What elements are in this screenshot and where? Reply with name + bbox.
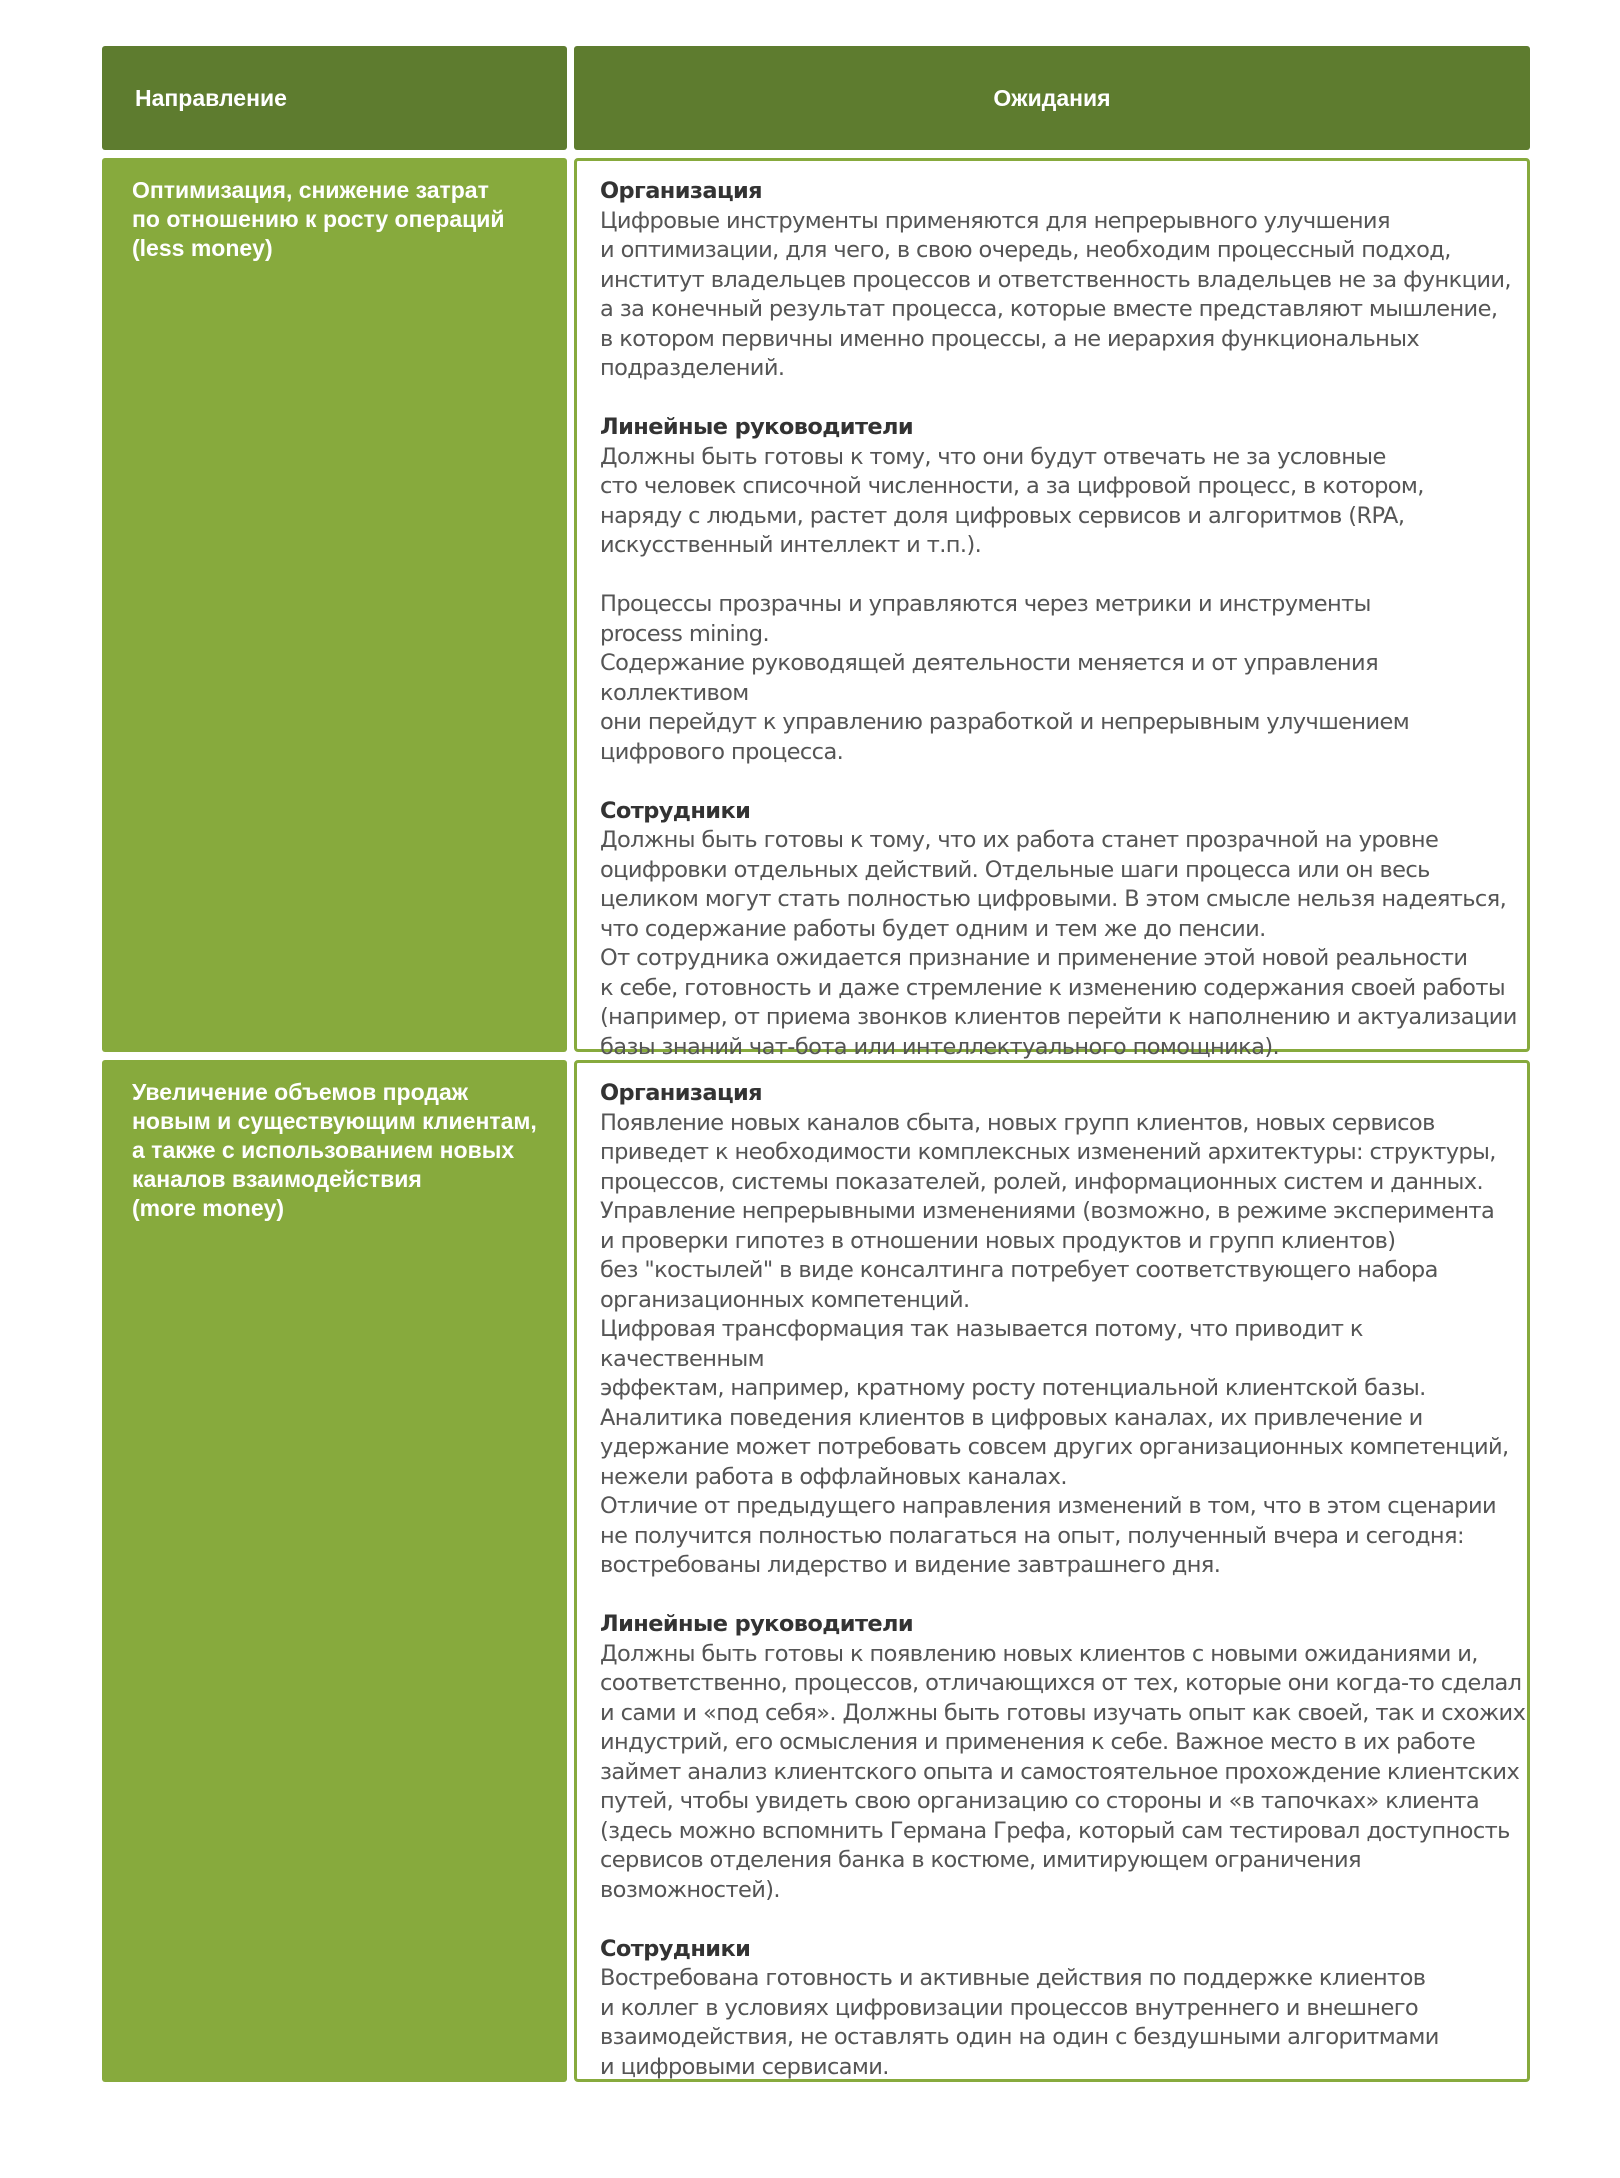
- direction-cell: Оптимизация, снижение затрат по отношению к росту операций (less money): [102, 158, 567, 1052]
- header-direction: Направление: [102, 46, 567, 150]
- block-text: Должны быть готовы к появлению новых клиентов с новыми ожиданиями и, соответственно, процессов, отличающихся от тех, которые они когда-то сделал и сами и «под себя». Должны быть готовы изучать опыт как своей, так и схожих индустрий, его осмысления и применения к себе. Важное место в их работе займет анализ клиентского опыта и самостоятельное прохождение клиентских путей, чтобы увидеть свою организацию со стороны и «в тапочках» клиента (здесь можно вспомнить Германа Грефа, который сам тестировал доступность сервисов отделения банка в костюме, имитирующем ограничения возможностей).: [600, 1640, 1526, 1903]
- expectation-block: [600, 1610, 1527, 1905]
- expectation-block: [600, 177, 1527, 384]
- expectation-block: [600, 590, 1527, 767]
- expectations-cell: [574, 158, 1530, 1060]
- block-title: Линейные руководители: [600, 1611, 914, 1637]
- expectation-block: [600, 797, 1527, 1063]
- block-title: Организация: [600, 178, 763, 204]
- block-text: Процессы прозрачны и управляются через метрики и инструменты process mining. Содержание руководящей деятельности меняется и от управления коллективом они перейдут к управлению разработкой и непрерывным улучшением цифрового процесса.: [600, 591, 1410, 765]
- table-row: [102, 158, 1530, 1060]
- block-text: Востребована готовность и активные действия по поддержке клиентов и коллег в условиях цифровизации процессов внутреннего и внешнего взаимодействия, не оставлять один на один с бездушными алгоритмами и цифровыми сервисами.: [600, 1965, 1439, 2080]
- block-title: Организация: [600, 1080, 763, 1106]
- expectation-block: [600, 1935, 1527, 2083]
- block-text: Цифровые инструменты применяются для непрерывного улучшения и оптимизации, для чего, в свою очередь, необходим процессный подход, институт владельцев процессов и ответственность владельцев не за функции, а за конечный результат процесса, которые вместе представляют мышление, в котором первичны именно процессы, а не иерархия функциональных подразделений.: [600, 207, 1511, 381]
- block-text: Должны быть готовы к тому, что они будут отвечать не за условные сто человек списочной численности, а за цифровой процесс, в котором, наряду с людьми, растет доля цифровых сервисов и алгоритмов (RPA, искусственный интеллект и т.п.).: [600, 443, 1424, 558]
- block-title: Сотрудники: [600, 797, 751, 824]
- header-expectations: Ожидания: [574, 46, 1530, 150]
- table-header-row: [102, 46, 1530, 150]
- block-title: Сотрудники: [600, 1935, 751, 1962]
- block-title: Линейные руководители: [600, 414, 914, 440]
- expectation-block: [600, 413, 1527, 561]
- expectations-cell: [574, 1060, 1530, 2082]
- expectations-table: [102, 46, 1530, 2082]
- table-row: [102, 1060, 1530, 2082]
- direction-cell: Увеличение объемов продаж новым и существующим клиентам, а также с использованием новых каналов взаимодействия (more money): [102, 1060, 567, 2082]
- block-text: Появление новых каналов сбыта, новых групп клиентов, новых сервисов приведет к необходимости комплексных изменений архитектуры: структуры, процессов, системы показателей, ролей, информационных систем и данных. Управление непрерывными изменениями (возможно, в режиме эксперимента и проверки гипотез в отношении новых продуктов и групп клиентов) без "костылей" в виде консалтинга потребует соответствующего набора организационных компетенций. Цифровая трансформация так называется потому, что приводит к качественным эффектам, например, кратному росту потенциальной клиентской базы. Аналитика поведения клиентов в цифровых каналах, их привлечение и удержание может потребовать совсем других организационных компетенций, нежели работа в оффлайновых каналах. Отличие от предыдущего направления изменений в том, что в этом сценарии не получится полностью полагаться на опыт, полученный вчера и сегодня: востребованы лидерство и видение завтрашнего дня.: [600, 1109, 1509, 1578]
- expectation-block: [600, 1079, 1527, 1581]
- block-text: Должны быть готовы к тому, что их работа станет прозрачной на уровне оцифровки отдельных действий. Отдельные шаги процесса или он весь целиком могут стать полностью цифровыми. В этом смысле нельзя надеяться, что содержание работы будет одним и тем же до пенсии. От сотрудника ожидается признание и применение этой новой реальности к себе, готовность и даже стремление к изменению содержания своей работы (например, от приема звонков клиентов перейти к наполнению и актуализации базы знаний чат-бота или интеллектуального помощника).: [600, 827, 1517, 1060]
